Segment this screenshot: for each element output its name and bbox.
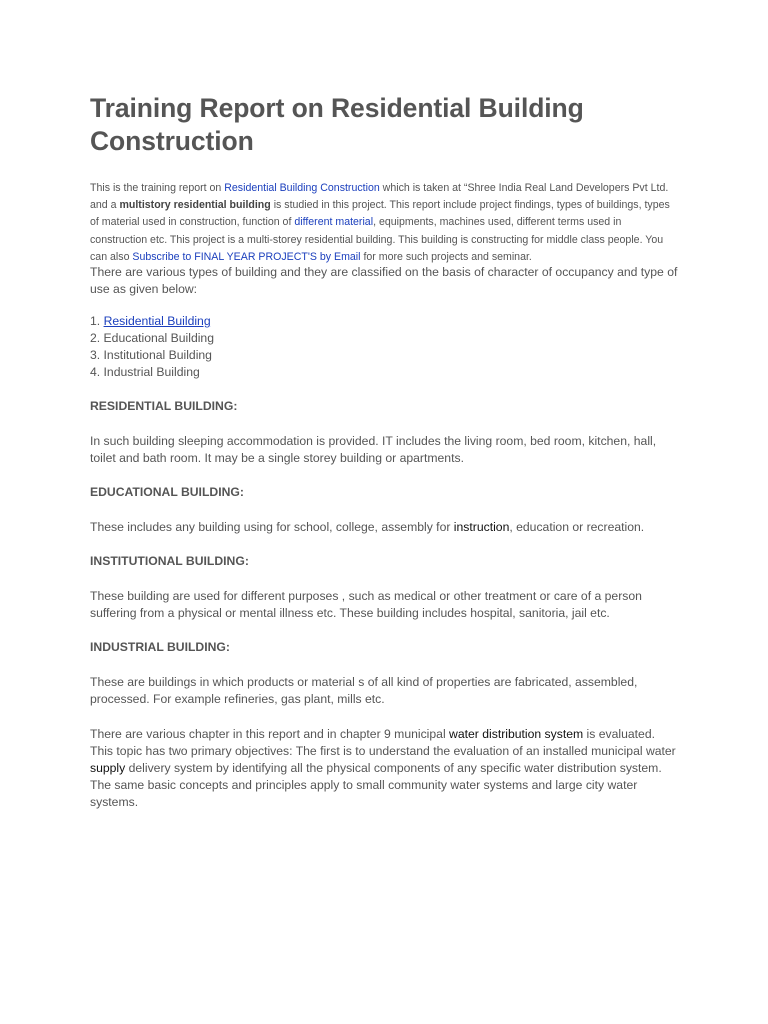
residential-building-construction-link[interactable]: Residential Building Construction [224,182,380,194]
subscribe-link[interactable]: Subscribe to FINAL YEAR PROJECT'S by Email [132,250,361,263]
chapter-text-part: is evaluated. This topic has two primary objectives: The first is to understand the evaluation of an installed municipal water [90,727,676,759]
chapter-paragraph [90,726,680,811]
page-title: Training Report on Residential Building Construction [90,93,584,156]
intro-text: for more such projects and seminar. [360,250,532,263]
supply-highlight[interactable]: supply [90,761,126,776]
list-item: 4. Industrial Building [90,365,200,380]
instruction-highlight[interactable]: instruction [453,520,510,535]
institutional-heading: INSTITUTIONAL BUILDING: [90,554,249,569]
educational-text-part: , education or recreation. [509,520,645,535]
list-item-number: 1. [90,314,104,329]
chapter-text-part: There are various chapter in this report and in chapter 9 municipal [90,727,450,742]
educational-text-part: These includes any building using for school, college, assembly for [90,520,454,535]
chapter-text-part: delivery system by identifying all the physical components of any specific water distribution system. The same basic concepts and principles apply to small community water systems and large city water systems. [90,761,662,810]
industrial-heading: INDUSTRIAL BUILDING: [90,640,230,655]
intro-text: , equipments, machines used, different terms used in construction etc. This project is a multi-storey residential building. This building is constructing for middle class people. You can also [90,216,664,263]
educational-text [90,519,680,536]
different-material-link[interactable]: different material [294,216,374,229]
residential-text: In such building sleeping accommodation is provided. IT includes the living room, bed room, kitchen, hall, toilet and bath room. It may be a single storey building or apartments. [90,434,657,466]
intro-text: This is the training report on [90,182,225,194]
intro-bold-text: multistory residential building [119,199,271,212]
industrial-text: These are buildings in which products or material s of all kind of properties are fabricated, assembled, processed. For example refineries, gas plant, mills etc. [90,675,638,707]
residential-building-link[interactable]: Residential Building [103,314,211,329]
educational-heading: EDUCATIONAL BUILDING: [90,485,244,500]
list-item [90,313,680,330]
list-item: 2. Educational Building [90,331,214,346]
building-types-list [90,313,680,381]
intro-paragraph [90,180,680,266]
list-item: 3. Institutional Building [90,348,212,363]
intro-text: is studied in this project. This report include project findings, types of buildings, types of material used in construction, function of [90,199,670,229]
intro-text: which is taken at “Shree India Real Land Developers Pvt Ltd. and a [90,182,669,212]
institutional-text: These building are used for different purposes , such as medical or other treatment or care of a person suffering from a physical or mental illness etc. These building includes hospital, sanitoria, jail etc. [90,589,642,621]
residential-heading: RESIDENTIAL BUILDING: [90,399,238,414]
building-types-paragraph: There are various types of building and they are classified on the basis of character of occupancy and type of use as given below: [90,265,678,297]
document-page [90,92,680,811]
water-distribution-highlight[interactable]: water distribution system [449,727,584,742]
